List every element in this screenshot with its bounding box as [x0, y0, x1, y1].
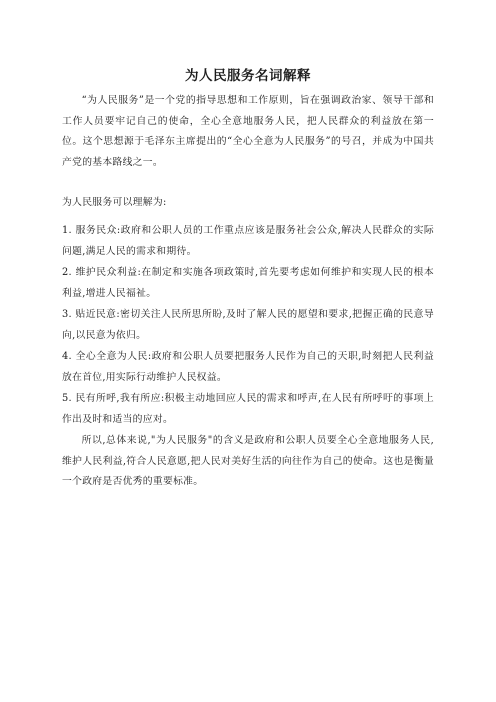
- document-page: [62, 0, 434, 702]
- document-title: 为人民服务名词解释: [185, 68, 311, 84]
- list-item-2: 2. 维护民众利益:在制定和实施各项政策时,首先要考虑如何维护和实现人民的根本利益,增进人民福祉。: [62, 267, 434, 299]
- list-item-5: 5. 民有所呼,我有所应:积极主动地回应人民的需求和呼声,在人民有所呼吁的事项上作出及时和适当的应对。: [62, 393, 434, 425]
- list-item-3: 3. 贴近民意:密切关注人民所思所盼,及时了解人民的愿望和要求,把握正确的民意导向,以民意为依归。: [62, 309, 434, 341]
- list-item-1: 1. 服务民众:政府和公职人员的工作重点应该是服务社会公众,解决人民群众的实际问题,满足人民的需求和期待。: [62, 225, 434, 257]
- lead-paragraph: 为人民服务可以理解为:: [62, 197, 167, 208]
- intro-paragraph: “为人民服务”是一个党的指导思想和工作原则，旨在强调政治家、领导干部和工作人员要牢记自己的使命，全心全意地服务人民，把人民群众的利益放在第一位。这个思想源于毛泽东主席提出的“全心全意为人民服务”的号召，并成为中国共产党的基本路线之一。: [62, 95, 434, 168]
- list-item-4: 4. 全心全意为人民:政府和公职人员要把服务人民作为自己的天职,时刻把人民利益放在首位,用实际行动维护人民权益。: [62, 351, 434, 383]
- conclusion-paragraph: 所以,总体来说,"为人民服务"的含义是政府和公职人员要全心全意地服务人民,维护人民利益,符合人民意愿,把人民对美好生活的向往作为自己的使命。这也是衡量一个政府是否优秀的重要标准。: [62, 435, 434, 487]
